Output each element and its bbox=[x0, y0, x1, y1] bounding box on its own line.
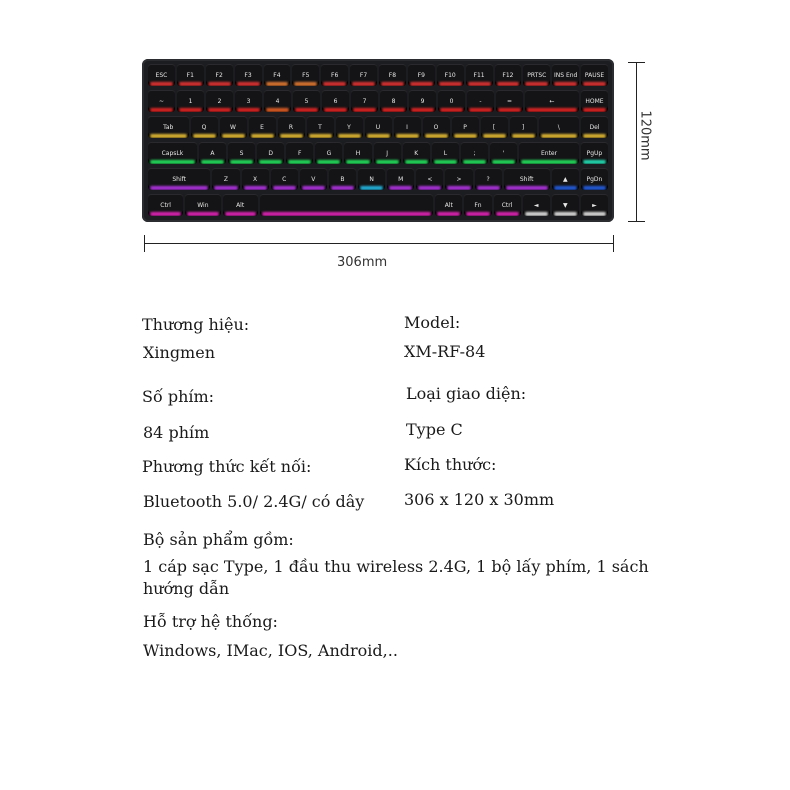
keycap bbox=[293, 90, 320, 112]
keycap-label: I bbox=[406, 123, 408, 131]
keycap-label: PAUSE bbox=[584, 71, 605, 79]
keycap-label: 1 bbox=[188, 97, 193, 105]
keycap-label: A bbox=[210, 149, 215, 157]
keycap-label: ESC bbox=[155, 71, 168, 79]
keycap bbox=[539, 116, 580, 138]
width-dimension-label: 306mm bbox=[337, 255, 388, 270]
keycap bbox=[452, 116, 479, 138]
keycap-label: [ bbox=[492, 123, 496, 131]
keycap bbox=[185, 194, 220, 216]
keycap-label: 0 bbox=[449, 97, 454, 105]
keycap bbox=[191, 116, 218, 138]
keycap bbox=[223, 194, 258, 216]
keycap-label: F9 bbox=[417, 71, 425, 79]
keycap-label: CapsLk bbox=[161, 149, 184, 157]
height-dimension-label: 120mm bbox=[637, 110, 653, 161]
keycap-label: Y bbox=[347, 123, 351, 131]
width-dimension-tick-left bbox=[144, 235, 145, 252]
keycap-label: ► bbox=[592, 201, 597, 209]
height-dimension-tick-bottom bbox=[628, 221, 645, 222]
keycap bbox=[329, 168, 356, 190]
keycap bbox=[278, 116, 305, 138]
keycap bbox=[394, 116, 421, 138]
connection-value: Bluetooth 5.0/ 2.4G/ có dây bbox=[143, 492, 365, 511]
keycap bbox=[199, 142, 226, 164]
keycap bbox=[475, 168, 502, 190]
keycap bbox=[235, 90, 262, 112]
keycap bbox=[495, 64, 522, 86]
keycap bbox=[408, 64, 435, 86]
keyboard-row bbox=[148, 116, 608, 138]
keycap-label: F11 bbox=[473, 71, 485, 79]
keycap bbox=[581, 64, 608, 86]
keycap-label: 7 bbox=[362, 97, 367, 105]
keycap-label: > bbox=[456, 175, 462, 183]
keycap bbox=[206, 90, 233, 112]
keycap bbox=[257, 142, 284, 164]
height-dimension-tick-top bbox=[628, 62, 645, 63]
keycap bbox=[365, 116, 392, 138]
keys-label: Số phím: bbox=[142, 387, 215, 406]
keycap-label: ◄ bbox=[533, 201, 539, 209]
keycap-label: Win bbox=[197, 201, 209, 209]
keycap-label: S bbox=[239, 149, 244, 157]
keycap-label: - bbox=[479, 97, 482, 105]
keycap-label: F2 bbox=[215, 71, 223, 79]
keycap bbox=[249, 116, 276, 138]
keycap-label: 6 bbox=[333, 97, 338, 105]
keycap-label: B bbox=[340, 175, 345, 183]
keycap-label: ? bbox=[486, 175, 490, 183]
keycap bbox=[466, 64, 493, 86]
keycap bbox=[523, 194, 550, 216]
keycap bbox=[519, 142, 579, 164]
keycap-label: Alt bbox=[236, 201, 245, 209]
keycap bbox=[177, 64, 204, 86]
size-label: Kích thước: bbox=[404, 455, 497, 474]
keycap-label: HOME bbox=[585, 97, 604, 105]
keycap-label: M bbox=[398, 175, 404, 183]
keycap bbox=[490, 142, 517, 164]
keycap bbox=[264, 90, 291, 112]
keycap-label: F bbox=[298, 149, 302, 157]
keycap bbox=[206, 64, 233, 86]
keycap-label: N bbox=[369, 175, 374, 183]
keycap bbox=[435, 194, 462, 216]
systems-label: Hỗ trợ hệ thống: bbox=[143, 612, 278, 631]
keycap-label: Del bbox=[589, 123, 600, 131]
keycap bbox=[242, 168, 269, 190]
keyboard-row bbox=[148, 168, 608, 190]
keycap-label: 5 bbox=[304, 97, 309, 105]
keycap-label: W bbox=[230, 123, 236, 131]
keycap bbox=[374, 142, 401, 164]
keycap-label: < bbox=[427, 175, 433, 183]
keycap-label: J bbox=[386, 149, 389, 157]
model-value: XM-RF-84 bbox=[404, 342, 486, 361]
keycap-label: PRTSC bbox=[527, 71, 547, 79]
keycap bbox=[403, 142, 430, 164]
interface-value: Type C bbox=[406, 420, 463, 439]
keycap-label: 3 bbox=[246, 97, 251, 105]
included-value: 1 cáp sạc Type, 1 đầu thu wireless 2.4G, 1 bộ lấy phím, 1 sách hướng dẫn bbox=[143, 557, 649, 598]
keycap bbox=[358, 168, 385, 190]
keycap bbox=[286, 142, 313, 164]
keycap-label: ; bbox=[473, 149, 476, 157]
keycap bbox=[315, 142, 342, 164]
keycap bbox=[260, 194, 434, 216]
keycap-label: L bbox=[443, 149, 448, 157]
keycap bbox=[350, 64, 377, 86]
keycap-label: Enter bbox=[540, 149, 558, 157]
keycap bbox=[228, 142, 255, 164]
keycap-label: Shift bbox=[172, 175, 187, 183]
keycap bbox=[148, 142, 197, 164]
keyboard-row bbox=[148, 142, 608, 164]
keycap bbox=[379, 64, 406, 86]
keycap bbox=[264, 64, 291, 86]
keycap bbox=[409, 90, 436, 112]
brand-label: Thương hiệu: bbox=[142, 315, 250, 334]
keycap bbox=[380, 90, 407, 112]
keycap-label: INS End bbox=[553, 71, 578, 79]
keycap bbox=[437, 64, 464, 86]
width-dimension-line bbox=[145, 243, 613, 244]
brand-value: Xingmen bbox=[143, 343, 215, 362]
keycap bbox=[552, 64, 579, 86]
keycap-label: Shift bbox=[519, 175, 534, 183]
keycap-label: F8 bbox=[388, 71, 397, 79]
keycap-label: E bbox=[260, 123, 264, 131]
connection-label: Phương thức kết nối: bbox=[142, 457, 312, 476]
keycap bbox=[220, 116, 247, 138]
keyboard-row bbox=[148, 194, 608, 216]
keycap bbox=[432, 142, 459, 164]
keycap bbox=[581, 90, 608, 112]
keycap bbox=[292, 64, 319, 86]
keycap-label: Alt bbox=[444, 201, 453, 209]
keycap-label: X bbox=[253, 175, 258, 183]
keycap bbox=[423, 116, 450, 138]
keycap bbox=[148, 168, 210, 190]
keycap bbox=[322, 90, 349, 112]
keycap-label: F7 bbox=[359, 71, 368, 79]
keycap bbox=[321, 64, 348, 86]
size-value: 306 x 120 x 30mm bbox=[404, 490, 555, 509]
keycap-label: H bbox=[355, 149, 361, 157]
keycap bbox=[552, 168, 579, 190]
keycap-label: ← bbox=[549, 97, 555, 105]
keycap-label: D bbox=[268, 149, 273, 157]
keycap-label: = bbox=[506, 97, 513, 105]
keycap-label: ~ bbox=[158, 97, 165, 105]
keycap-label: ] bbox=[521, 123, 525, 131]
keycap-label: PgDn bbox=[586, 175, 603, 183]
keycap bbox=[481, 116, 508, 138]
keycap-label: PgUp bbox=[586, 149, 603, 157]
width-dimension-tick-right bbox=[613, 235, 614, 252]
keycap bbox=[351, 90, 378, 112]
keycap bbox=[467, 90, 494, 112]
keycap-label: F6 bbox=[331, 71, 339, 79]
keycap-label: ' bbox=[502, 149, 505, 157]
keycap-label: Fn bbox=[474, 201, 482, 209]
keycap-label: K bbox=[414, 149, 419, 157]
keycap bbox=[525, 90, 579, 112]
keycap bbox=[552, 194, 579, 216]
included-label: Bộ sản phẩm gồm: bbox=[143, 530, 294, 549]
keycap bbox=[235, 64, 262, 86]
keycap-label: Q bbox=[201, 123, 207, 131]
keycap bbox=[271, 168, 298, 190]
keycap bbox=[445, 168, 472, 190]
keycap-label: \ bbox=[557, 123, 560, 131]
keyboard-image bbox=[142, 59, 614, 222]
keycap-label: 2 bbox=[217, 97, 222, 105]
keycap bbox=[177, 90, 204, 112]
keycap-label: C bbox=[282, 175, 287, 183]
systems-value: Windows, IMac, IOS, Android,.. bbox=[143, 641, 398, 660]
keycap bbox=[148, 116, 189, 138]
keycap bbox=[581, 116, 608, 138]
keycap-label: F3 bbox=[244, 71, 252, 79]
keycap-label: F12 bbox=[502, 71, 514, 79]
keycap bbox=[307, 116, 334, 138]
keycap bbox=[504, 168, 550, 190]
keycap bbox=[510, 116, 537, 138]
keys-value: 84 phím bbox=[143, 423, 210, 442]
keyboard-row bbox=[148, 64, 608, 86]
keycap-label: F10 bbox=[444, 71, 456, 79]
keycap bbox=[148, 64, 175, 86]
keycap-label: G bbox=[326, 149, 332, 157]
keycap-label: Z bbox=[223, 175, 229, 183]
keycap-label: F4 bbox=[273, 71, 281, 79]
keycap bbox=[523, 64, 550, 86]
keycap-label: Tab bbox=[163, 123, 174, 131]
keycap-label: V bbox=[311, 175, 316, 183]
keycap bbox=[581, 168, 608, 190]
keycap bbox=[148, 90, 175, 112]
keycap bbox=[438, 90, 465, 112]
keycap bbox=[387, 168, 414, 190]
keycap-label: O bbox=[433, 123, 439, 131]
keycap bbox=[461, 142, 488, 164]
keycap bbox=[494, 194, 521, 216]
keycap bbox=[344, 142, 371, 164]
interface-label: Loại giao diện: bbox=[406, 384, 527, 403]
keycap-label: ▼ bbox=[562, 201, 568, 209]
keycap bbox=[148, 194, 183, 216]
keycap-label: F1 bbox=[186, 71, 194, 79]
keycap bbox=[581, 142, 608, 164]
keyboard-row bbox=[148, 90, 608, 112]
keycap-label: U bbox=[375, 123, 381, 131]
model-label: Model: bbox=[404, 313, 461, 332]
keycap bbox=[300, 168, 327, 190]
keycap-label: F5 bbox=[302, 71, 310, 79]
keycap bbox=[416, 168, 443, 190]
keycap-label: ▲ bbox=[563, 175, 568, 183]
keycap bbox=[212, 168, 239, 190]
keycap bbox=[496, 90, 523, 112]
keycap-label: Ctrl bbox=[501, 201, 513, 209]
keycap-label: 9 bbox=[420, 97, 425, 105]
keycap-label: T bbox=[318, 123, 322, 131]
keycap-label: 4 bbox=[275, 97, 280, 105]
keycap bbox=[464, 194, 491, 216]
keycap-label: R bbox=[288, 123, 294, 131]
keycap-label: Ctrl bbox=[160, 201, 171, 209]
keycap bbox=[581, 194, 608, 216]
keycap-label: P bbox=[463, 123, 467, 131]
keycap bbox=[336, 116, 363, 138]
keycap-label: 8 bbox=[391, 97, 396, 105]
